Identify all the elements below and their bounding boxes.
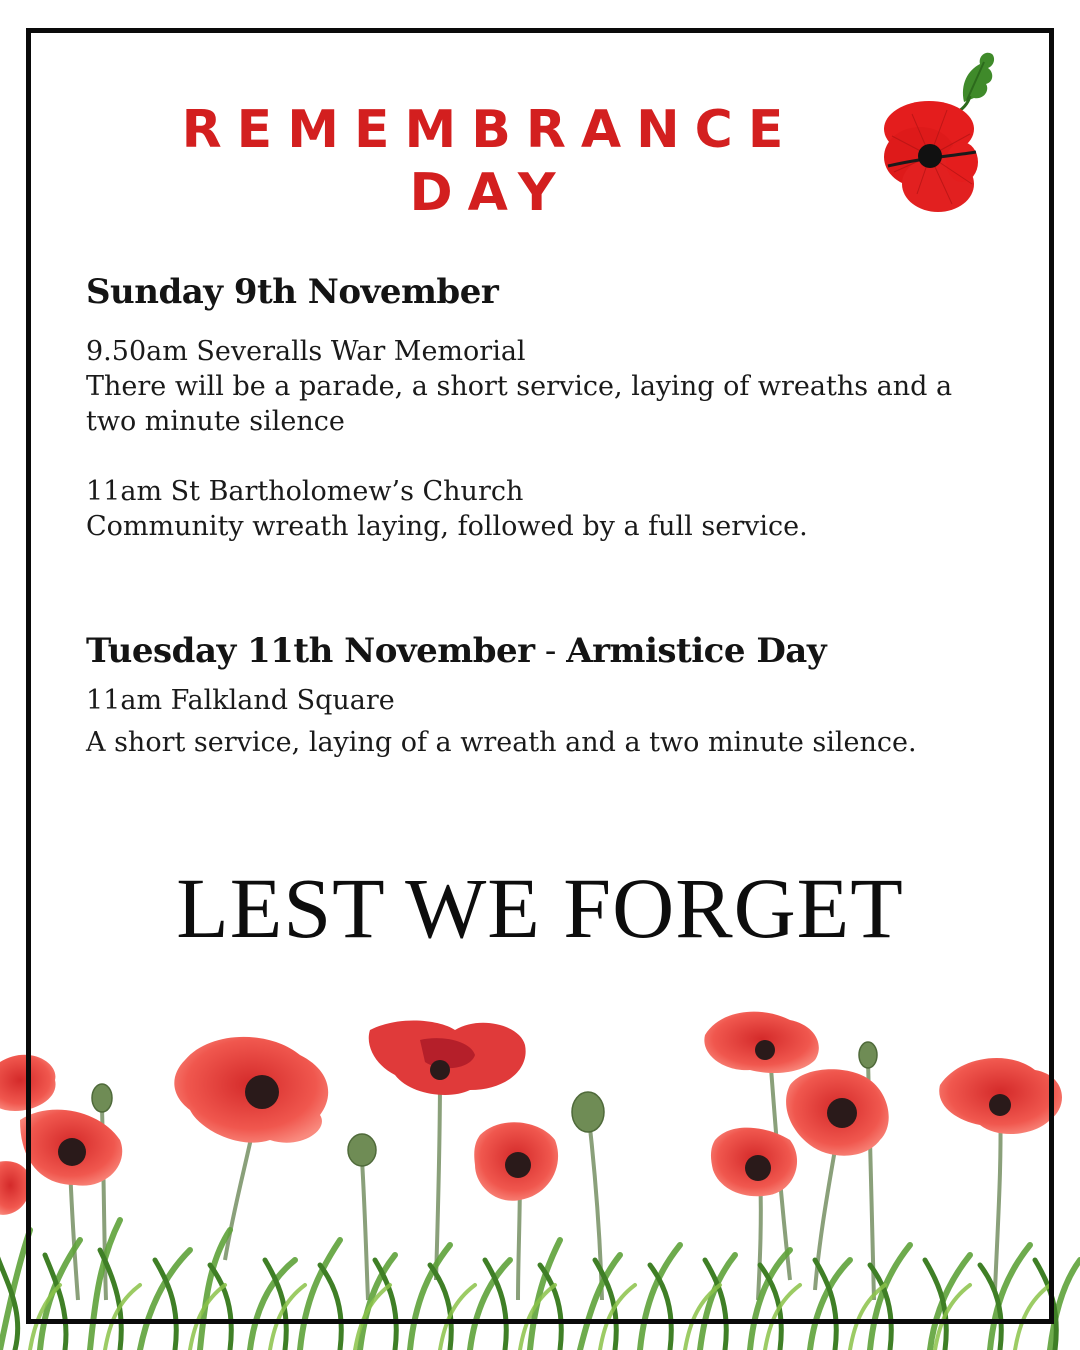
event-2-heading-separator: - [534, 631, 567, 671]
motto: LEST WE FORGET [176, 860, 904, 956]
event-1-heading: Sunday 9th November [86, 272, 499, 312]
event-1-item-1-description-cont: two minute silence [86, 406, 345, 437]
event-2-item-1-description: A short service, laying of a wreath and a two minute silence. [86, 727, 917, 758]
event-2-heading-suffix: Armistice Day [566, 631, 827, 671]
poppy-icon [872, 44, 1002, 224]
event-1-item-2-time-place: 11am St Bartholomew’s Church [86, 476, 524, 507]
event-1-item-1-description: There will be a parade, a short service, laying of wreaths and a [86, 371, 953, 402]
event-1-item-2-description: Community wreath laying, followed by a full service. [86, 511, 808, 542]
event-2-heading [86, 631, 826, 671]
event-2-heading-date: Tuesday 11th November [86, 631, 535, 671]
title-line-2: DAY [409, 163, 571, 223]
poppy-field-illustration [0, 1000, 1080, 1350]
event-2-item-1-time-place: 11am Falkland Square [86, 685, 395, 716]
title-line-1: REMEMBRANCE [181, 100, 799, 160]
event-1-item-1-time-place: 9.50am Severalls War Memorial [86, 336, 526, 367]
